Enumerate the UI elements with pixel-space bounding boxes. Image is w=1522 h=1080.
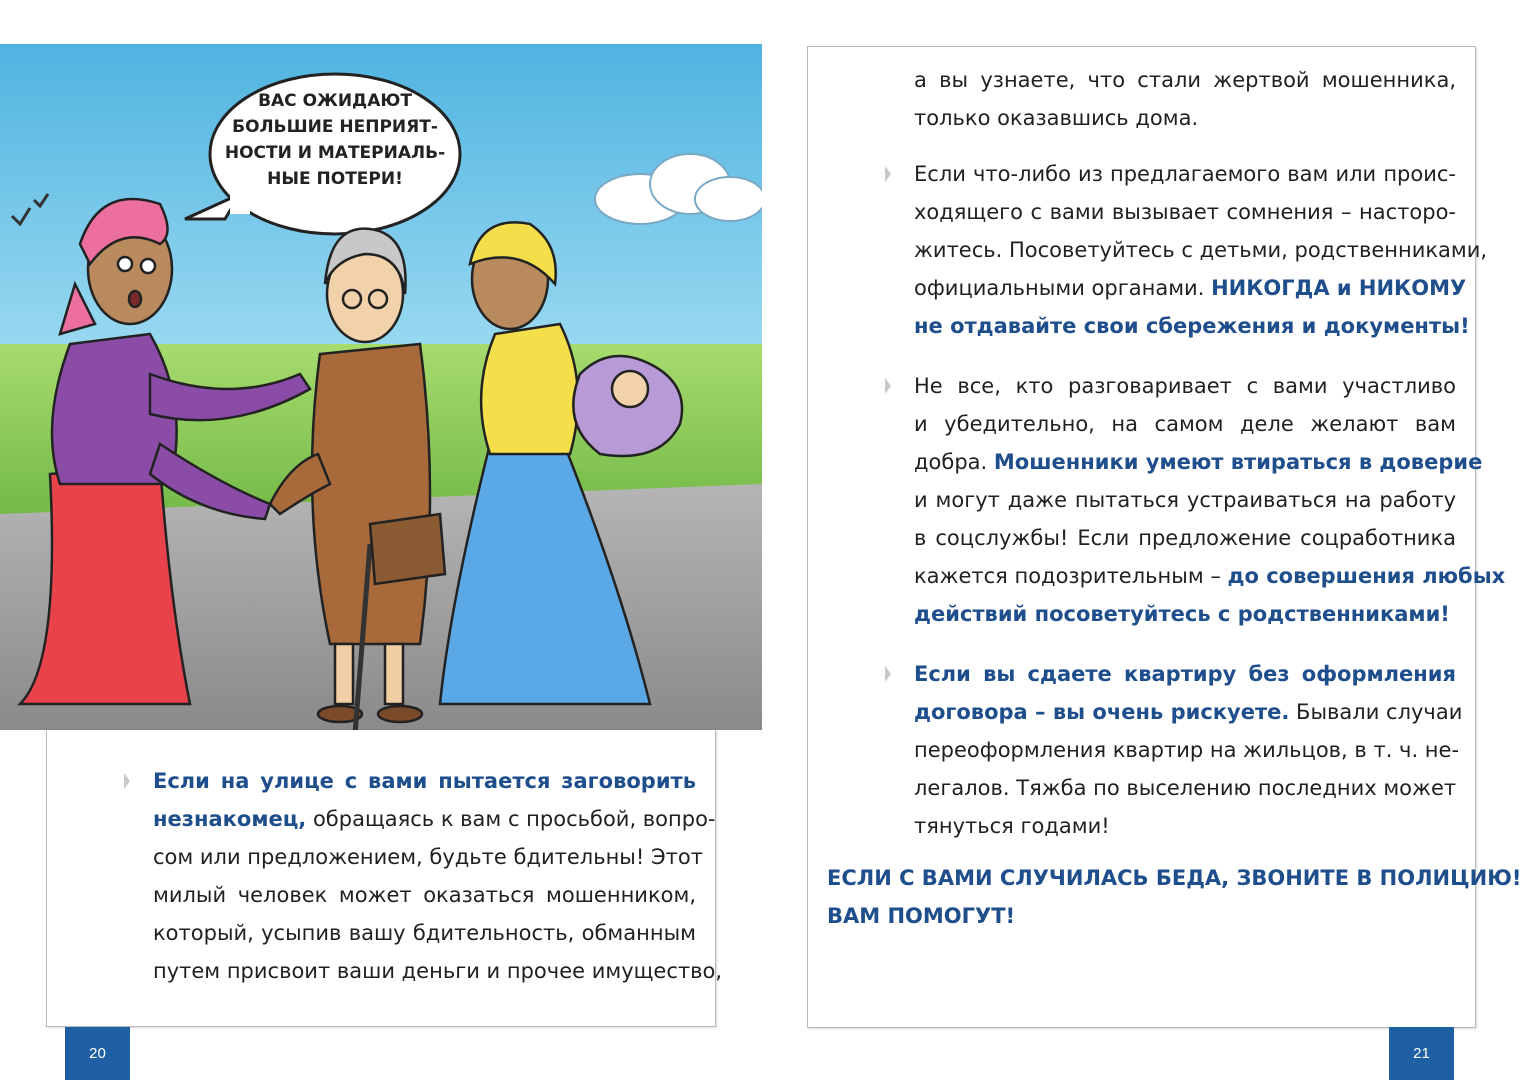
highlighted-text: не отдавайте свои сбережения и документы!: [914, 314, 1470, 338]
body-text: только оказавшись дома.: [914, 106, 1199, 130]
text-line: [914, 443, 1483, 481]
body-text: добра.: [914, 450, 994, 474]
text-line: [914, 155, 1456, 193]
body-text: кажется подозрительным –: [914, 564, 1228, 588]
closing-line: ВАМ ПОМОГУТ!: [827, 904, 1016, 928]
bubble-line-1: ВАС ОЖИДАЮТ: [258, 91, 412, 111]
right-paragraph-trust: [914, 367, 1506, 633]
bubble-line-3: НОСТИ И МАТЕРИАЛЬ-: [224, 143, 446, 163]
body-text: обращаясь к вам с просьбой, вопро-: [306, 807, 716, 831]
bullet-marker-icon: [882, 155, 894, 193]
text-line: [914, 519, 1456, 557]
text-line: [914, 61, 1456, 99]
body-text: переоформления квартир на жильцов, в т. ч. не-: [914, 738, 1460, 762]
body-text: сом или предложением, будьте бдительны! Этот: [153, 845, 703, 869]
text-line: [914, 99, 1456, 137]
body-text: легалов. Тяжба по выселению последних может: [914, 776, 1457, 800]
body-text: и могут даже пытаться устраиваться на работу: [914, 488, 1456, 512]
highlighted-text: действий посоветуйтесь с родственниками!: [914, 602, 1450, 626]
body-text: Не все, кто разговаривает с вами участливо: [914, 374, 1456, 398]
highlighted-text: незнакомец,: [153, 807, 307, 831]
highlighted-text: договора – вы очень рискуете.: [914, 700, 1290, 724]
highlighted-text: Мошенники умеют втираться в доверие: [993, 450, 1483, 474]
body-text: который, усыпив вашу бдительность, обманным: [153, 921, 696, 945]
highlighted-text: до совершения любых: [1227, 564, 1506, 588]
body-text: путем присвоит ваши деньги и прочее имущество,: [153, 959, 722, 983]
left-paragraph: [153, 762, 722, 990]
right-paragraph-continuation: [914, 61, 1456, 137]
body-text: житесь. Посоветуйтесь с детьми, родственниками,: [914, 238, 1488, 262]
highlighted-text: Если на улице с вами пытается заговорить: [153, 769, 696, 793]
right-paragraph-apartment: [914, 655, 1463, 845]
text-line: [153, 876, 696, 914]
right-text-frame: [807, 46, 1522, 1028]
body-text: Бывали случаи: [1289, 700, 1463, 724]
body-text: в соцслужбы! Если предложение соцработника: [914, 526, 1456, 550]
text-line: [914, 693, 1463, 731]
body-text: тянуться годами!: [914, 814, 1110, 838]
highlighted-text: Если вы сдаете квартиру без оформления: [914, 662, 1456, 686]
text-line: [153, 838, 703, 876]
text-line: [914, 269, 1467, 307]
right-paragraph-doubts: [914, 155, 1488, 345]
bullet-marker-icon: [882, 655, 894, 693]
text-line: [914, 731, 1460, 769]
text-line: [914, 367, 1456, 405]
closing-call-to-action: [827, 859, 1522, 935]
body-text: а вы узнаете, что стали жертвой мошенника,: [914, 68, 1456, 92]
text-line: [914, 595, 1456, 633]
body-text: официальными органами.: [914, 276, 1212, 300]
page-number-left: 20: [65, 1027, 130, 1080]
left-text-frame: [46, 730, 722, 1027]
closing-line: ЕСЛИ С ВАМИ СЛУЧИЛАСЬ БЕДА, ЗВОНИТЕ В ПОЛИЦИЮ!: [827, 866, 1522, 890]
bullet-marker-icon: [121, 762, 133, 800]
highlighted-text: НИКОГДА и НИКОМУ: [1211, 276, 1467, 300]
text-line: [914, 405, 1456, 443]
right-page: [761, 0, 1522, 1080]
text-line: [914, 655, 1456, 693]
bubble-line-2: БОЛЬШИЕ НЕПРИЯТ-: [232, 117, 438, 137]
text-line: [914, 231, 1488, 269]
body-text: и убедительно, на самом деле желают вам: [914, 412, 1456, 436]
body-text: Если что-либо из предлагаемого вам или проис-: [914, 162, 1456, 186]
text-line: [914, 557, 1506, 595]
text-line: [914, 807, 1456, 845]
text-line: [914, 481, 1456, 519]
page-number-right: 21: [1389, 1027, 1454, 1080]
body-text: ходящего с вами вызывает сомнения – насторо-: [914, 200, 1456, 224]
cartoon-illustration: [0, 44, 762, 730]
text-line: [914, 193, 1456, 231]
text-line: [153, 800, 716, 838]
illustration-svg: [0, 44, 762, 730]
text-line: [153, 952, 722, 990]
text-line: [153, 914, 696, 952]
bullet-marker-icon: [882, 367, 894, 405]
text-line: [914, 307, 1470, 345]
body-text: милый человек может оказаться мошенником,: [153, 883, 696, 907]
bubble-line-4: НЫЕ ПОТЕРИ!: [267, 169, 403, 189]
text-line: [914, 769, 1456, 807]
left-paragraph-lines: [153, 762, 722, 990]
text-line: [153, 762, 696, 800]
